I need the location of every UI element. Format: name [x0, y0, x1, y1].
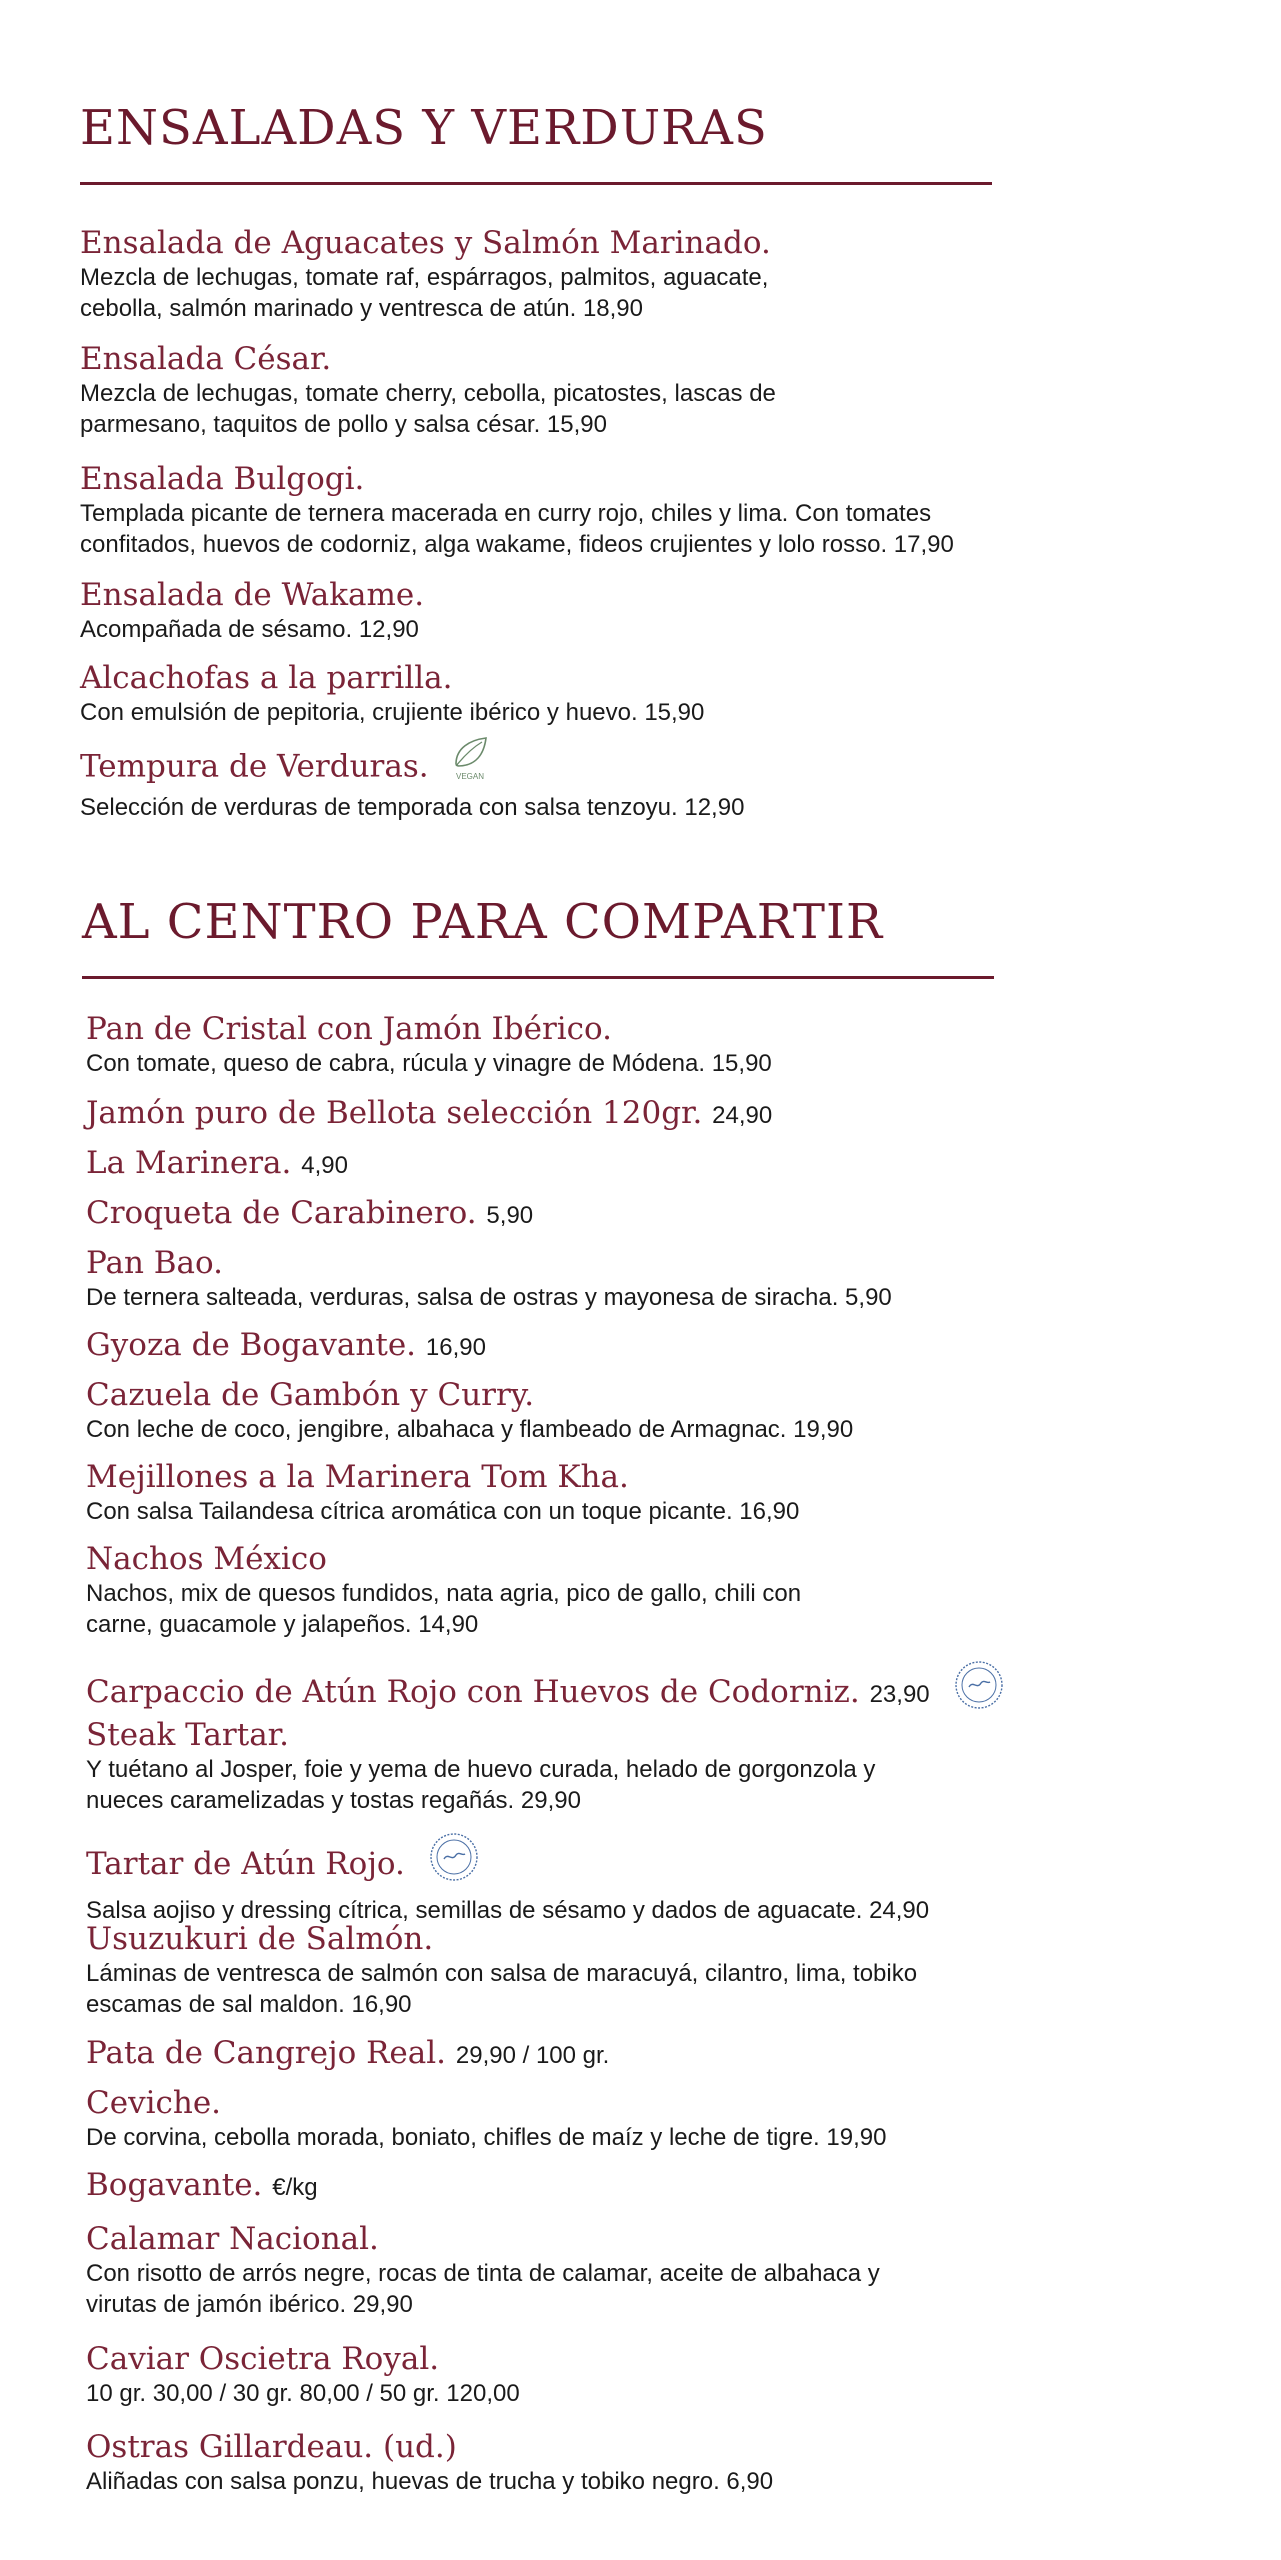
item-description: Acompañada de sésamo. 12,90	[80, 616, 419, 643]
item-name: Steak Tartar.	[86, 1717, 289, 1753]
item-name: Tartar de Atún Rojo.	[86, 1846, 405, 1882]
quality-seal-icon	[429, 1832, 479, 1891]
menu-item	[86, 2428, 1046, 2497]
item-name: Tempura de Verduras.	[80, 748, 429, 785]
menu-item	[86, 1540, 1046, 1640]
menu-item	[80, 659, 1040, 728]
item-description: 10 gr. 30,00 / 30 gr. 80,00 / 50 gr. 120,00	[86, 2380, 520, 2407]
item-name: Nachos México	[86, 1541, 327, 1577]
item-description: Templada picante de ternera macerada en curry rojo, chiles y lima. Con tomates confitados, huevos de codorniz, alga wakame, fideos crujientes y lolo rosso. 17,90	[80, 500, 954, 558]
item-name: Ensalada Bulgogi.	[80, 461, 365, 497]
item-description: De corvina, cebolla morada, boniato, chifles de maíz y leche de tigre. 19,90	[86, 2124, 887, 2151]
vegan-leaf-icon	[448, 734, 492, 782]
item-description: Con leche de coco, jengibre, albahaca y flambeado de Armagnac. 19,90	[86, 1416, 854, 1443]
item-description: De ternera salteada, verduras, salsa de ostras y mayonesa de siracha. 5,90	[86, 1284, 892, 1311]
section-divider	[82, 976, 994, 979]
menu-item	[86, 1144, 1046, 1185]
item-description: Nachos, mix de quesos fundidos, nata agria, pico de gallo, chili con carne, guacamole y jalapeños. 14,90	[86, 1580, 802, 1638]
item-name: Gyoza de Bogavante.	[86, 1327, 417, 1363]
item-price: 16,90	[425, 1334, 486, 1361]
vegan-badge-label: VEGAN	[456, 772, 485, 781]
menu-item	[80, 224, 1040, 324]
item-description: Selección de verduras de temporada con salsa tenzoyu. 12,90	[80, 794, 745, 821]
item-price: 24,90	[712, 1102, 773, 1129]
item-description: Con salsa Tailandesa cítrica aromática con un toque picante. 16,90	[86, 1498, 800, 1525]
menu-item	[86, 1326, 1046, 1367]
item-name: Pata de Cangrejo Real.	[86, 2035, 447, 2071]
item-name: Ensalada de Wakame.	[80, 577, 425, 613]
menu-item	[86, 2034, 1046, 2075]
menu-item	[86, 2166, 1046, 2207]
item-description: Salsa aojiso y dressing cítrica, semillas de sésamo y dados de aguacate. 24,90	[86, 1897, 930, 1924]
menu-item	[86, 2220, 1046, 2320]
item-description: Con tomate, queso de cabra, rúcula y vinagre de Módena. 15,90	[86, 1050, 772, 1077]
item-name: Pan de Cristal con Jamón Ibérico.	[86, 1011, 613, 1047]
item-description: Láminas de ventresca de salmón con salsa de maracuyá, cilantro, lima, tobiko escamas de sal maldon. 16,90	[86, 1960, 918, 2018]
menu-item	[86, 1376, 1046, 1445]
item-description: Aliñadas con salsa ponzu, huevas de trucha y tobiko negro. 6,90	[86, 2468, 774, 2495]
menu-item	[86, 2084, 1046, 2153]
item-name: Ostras Gillardeau. (ud.)	[86, 2429, 457, 2465]
section-title-compartir: AL CENTRO PARA COMPARTIR	[82, 894, 884, 950]
menu-item	[86, 1664, 1046, 1723]
section-title-ensaladas: ENSALADAS Y VERDURAS	[80, 100, 768, 156]
item-name: Ensalada de Aguacates y Salmón Marinado.	[80, 225, 771, 261]
menu-item	[80, 460, 1040, 560]
menu-item	[80, 340, 1040, 440]
menu-item	[86, 1920, 1046, 2020]
menu-item	[86, 1836, 1046, 1926]
item-name: Ceviche.	[86, 2085, 222, 2121]
item-name: Croqueta de Carabinero.	[86, 1195, 477, 1231]
menu-item	[86, 2340, 1046, 2409]
menu-item	[86, 1094, 1046, 1135]
item-name: La Marinera.	[86, 1145, 292, 1181]
item-name: Mejillones a la Marinera Tom Kha.	[86, 1459, 629, 1495]
menu-item	[86, 1244, 1046, 1313]
item-price: 29,90 / 100 gr.	[455, 2042, 610, 2069]
item-description: Y tuétano al Josper, foie y yema de huevo curada, helado de gorgonzola y nueces caramelizadas y tostas regañás. 29,90	[86, 1756, 876, 1814]
menu-item	[86, 1010, 1046, 1079]
item-price: 23,90	[869, 1681, 930, 1708]
item-name: Carpaccio de Atún Rojo con Huevos de Codorniz.	[86, 1674, 860, 1710]
item-description: Mezcla de lechugas, tomate raf, espárragos, palmitos, aguacate, cebolla, salmón marinado y ventresca de atún. 18,90	[80, 264, 769, 322]
item-name: Cazuela de Gambón y Curry.	[86, 1377, 535, 1413]
item-description: Mezcla de lechugas, tomate cherry, cebolla, picatostes, lascas de parmesano, taquitos de pollo y salsa césar. 15,90	[80, 380, 776, 438]
menu-item	[80, 576, 1040, 645]
item-name: Usuzukuri de Salmón.	[86, 1921, 434, 1957]
item-name: Caviar Oscietra Royal.	[86, 2341, 440, 2377]
menu-item	[86, 1716, 1046, 1816]
item-name: Bogavante.	[86, 2167, 263, 2203]
item-price: 4,90	[301, 1152, 348, 1179]
item-name: Calamar Nacional.	[86, 2221, 379, 2257]
item-name: Alcachofas a la parrilla.	[80, 660, 453, 696]
item-name: Pan Bao.	[86, 1245, 224, 1281]
section-divider	[80, 182, 992, 185]
menu-item	[86, 1458, 1046, 1527]
item-name: Jamón puro de Bellota selección 120gr.	[86, 1095, 703, 1131]
menu-item	[80, 744, 1040, 823]
item-price: 5,90	[486, 1202, 534, 1229]
item-description: Con emulsión de pepitoria, crujiente ibérico y huevo. 15,90	[80, 699, 705, 726]
item-name: Ensalada César.	[80, 341, 332, 377]
item-price: €/kg	[272, 2174, 318, 2201]
item-description: Con risotto de arrós negre, rocas de tinta de calamar, aceite de albahaca y virutas de jamón ibérico. 29,90	[86, 2260, 880, 2318]
menu-item	[86, 1194, 1046, 1235]
quality-seal-icon	[954, 1660, 1004, 1719]
